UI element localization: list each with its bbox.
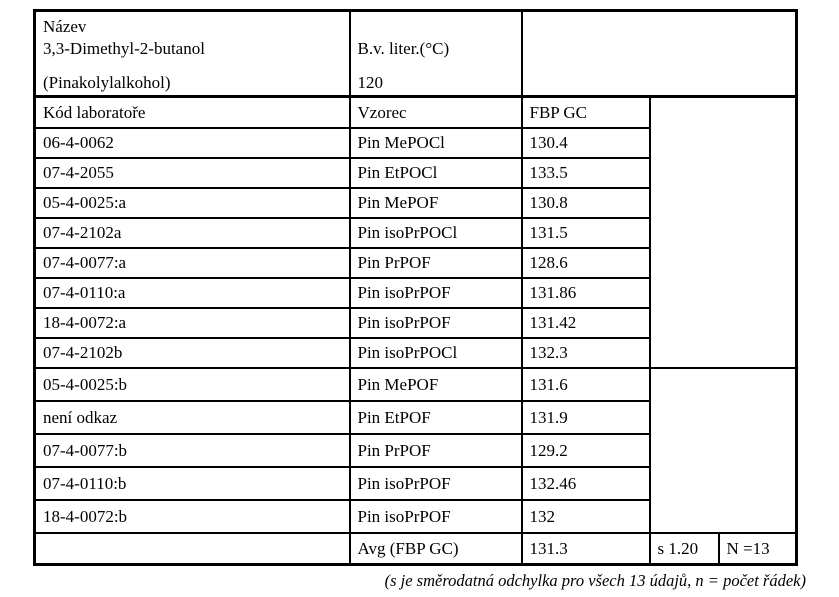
- formula-cell: Pin isoPrPOF: [350, 308, 522, 338]
- results-table: [33, 9, 798, 566]
- fbp-cell: 132: [522, 500, 650, 533]
- boiling-point-value: 120: [357, 73, 383, 92]
- fbp-cell: 132.3: [522, 338, 650, 368]
- empty-cell: [650, 368, 797, 533]
- lab-code-cell: 07-4-0077:a: [35, 248, 350, 278]
- boiling-point-cell: [350, 11, 522, 97]
- fbp-cell: 130.4: [522, 128, 650, 158]
- lab-code-cell: 06-4-0062: [35, 128, 350, 158]
- lab-code-cell: 07-4-0110:b: [35, 467, 350, 500]
- column-header-row: [35, 97, 797, 129]
- lab-code-cell: 05-4-0025:a: [35, 188, 350, 218]
- fbp-cell: 129.2: [522, 434, 650, 467]
- formula-cell: Pin EtPOF: [350, 401, 522, 434]
- lab-code-cell: není odkaz: [35, 401, 350, 434]
- fbp-header: FBP GC: [522, 97, 650, 129]
- fbp-cell: 131.6: [522, 368, 650, 401]
- name-label: Název: [43, 17, 87, 36]
- lab-code-cell: 05-4-0025:b: [35, 368, 350, 401]
- lab-code-cell: 18-4-0072:b: [35, 500, 350, 533]
- lab-code-header: Kód laboratoře: [35, 97, 350, 129]
- lab-code-cell: 07-4-2055: [35, 158, 350, 188]
- formula-cell: Pin EtPOCl: [350, 158, 522, 188]
- empty-cell: [522, 11, 797, 97]
- compound-synonym: (Pinakolylalkohol): [43, 73, 171, 92]
- stddev-cell: s 1.20: [650, 533, 719, 565]
- table-caption: (s je směrodatná odchylka pro všech 13 údajů, n = počet řádek): [384, 571, 806, 590]
- fbp-cell: 132.46: [522, 467, 650, 500]
- fbp-cell: 131.42: [522, 308, 650, 338]
- lab-code-cell: 07-4-2102b: [35, 338, 350, 368]
- compound-name-cell: [35, 11, 350, 97]
- avg-value-cell: 131.3: [522, 533, 650, 565]
- formula-cell: Pin PrPOF: [350, 434, 522, 467]
- empty-cell: [35, 533, 350, 565]
- formula-header: Vzorec: [350, 97, 522, 129]
- empty-cell: [650, 97, 797, 369]
- formula-cell: Pin PrPOF: [350, 248, 522, 278]
- summary-row: [35, 533, 797, 565]
- formula-cell: Pin MePOF: [350, 368, 522, 401]
- lab-code-cell: 18-4-0072:a: [35, 308, 350, 338]
- table-row: [35, 368, 797, 401]
- fbp-cell: 130.8: [522, 188, 650, 218]
- fbp-cell: 133.5: [522, 158, 650, 188]
- lab-code-cell: 07-4-2102a: [35, 218, 350, 248]
- formula-cell: Pin MePOCl: [350, 128, 522, 158]
- compound-name: 3,3-Dimethyl-2-butanol: [43, 39, 205, 58]
- header-block-row: [35, 11, 797, 97]
- formula-cell: Pin isoPrPOCl: [350, 338, 522, 368]
- formula-cell: Pin isoPrPOF: [350, 278, 522, 308]
- boiling-point-label: B.v. liter.(°C): [357, 39, 450, 58]
- fbp-cell: 131.5: [522, 218, 650, 248]
- count-cell: N =13: [719, 533, 797, 565]
- formula-cell: Pin isoPrPOF: [350, 500, 522, 533]
- avg-label-cell: Avg (FBP GC): [350, 533, 522, 565]
- lab-code-cell: 07-4-0110:a: [35, 278, 350, 308]
- formula-cell: Pin isoPrPOCl: [350, 218, 522, 248]
- fbp-cell: 131.9: [522, 401, 650, 434]
- lab-code-cell: 07-4-0077:b: [35, 434, 350, 467]
- fbp-cell: 128.6: [522, 248, 650, 278]
- formula-cell: Pin isoPrPOF: [350, 467, 522, 500]
- formula-cell: Pin MePOF: [350, 188, 522, 218]
- fbp-cell: 131.86: [522, 278, 650, 308]
